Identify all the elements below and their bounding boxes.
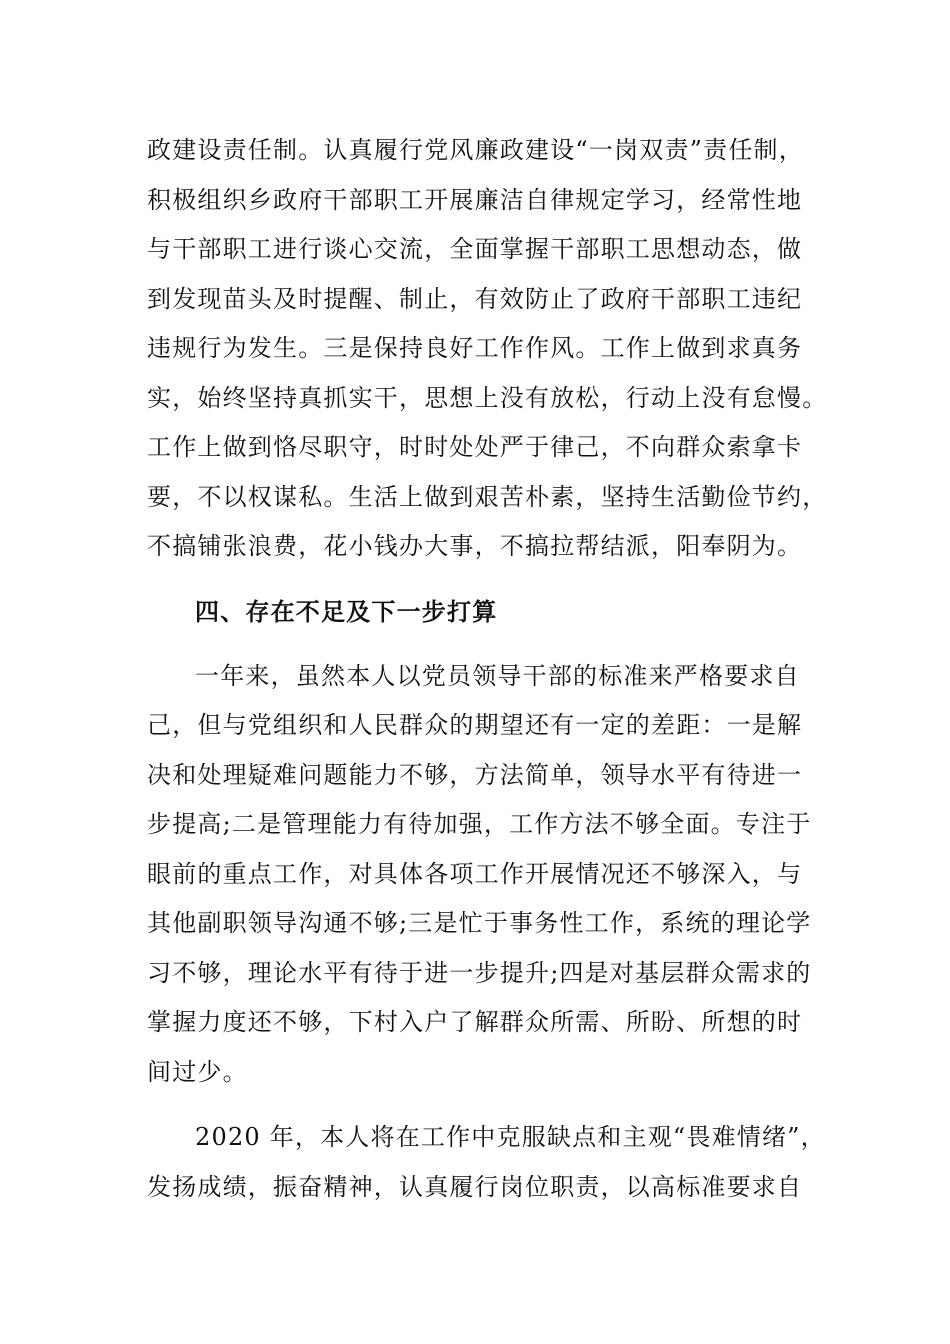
- text-line: 掌握力度还不够，下村入户了解群众所需、所盼、所想的时: [147, 1008, 803, 1036]
- text-line: 2020 年，本人将在工作中克服缺点和主观“畏难情绪”，: [195, 1123, 826, 1151]
- text-line: 一年来，虽然本人以党员领导干部的标准来严格要求自: [195, 662, 800, 690]
- text-line: 眼前的重点工作，对具体各项工作开展情况还不够深入，与: [147, 860, 803, 888]
- text-line: 到发现苗头及时提醒、制止，有效防止了政府干部职工违纪: [147, 285, 803, 313]
- text-line: 政建设责任制。认真履行党风廉政建设“一岗双责”责任制，: [147, 136, 804, 164]
- text-line: 要，不以权谋私。生活上做到艰苦朴素，坚持生活勤俭节约，: [147, 483, 828, 511]
- text-line: 决和处理疑难问题能力不够，方法简单，领导水平有待进一: [147, 761, 803, 789]
- text-line: 间过少。: [147, 1058, 248, 1086]
- section-heading: 四、存在不足及下一步打算: [195, 598, 498, 626]
- text-line: 发扬成绩，振奋精神，认真履行岗位职责，以高标准要求自: [147, 1173, 803, 1201]
- text-line: 习不够，理论水平有待于进一步提升;四是对基层群众需求的: [147, 959, 812, 987]
- text-line: 与干部职工进行谈心交流，全面掌握干部职工思想动态，做: [147, 235, 803, 263]
- text-line: 工作上做到恪尽职守，时时处处严于律己，不向群众索拿卡: [147, 433, 803, 461]
- text-line: 违规行为发生。三是保持良好工作作风。工作上做到求真务: [147, 334, 803, 362]
- text-line: 其他副职领导沟通不够;三是忙于事务性工作，系统的理论学: [147, 909, 812, 937]
- text-line: 己，但与党组织和人民群众的期望还有一定的差距：一是解: [147, 711, 803, 739]
- text-line: 不搞铺张浪费，花小钱办大事，不搞拉帮结派，阳奉阴为。: [147, 532, 803, 560]
- text-line: 积极组织乡政府干部职工开展廉洁自律规定学习，经常性地: [147, 186, 803, 214]
- text-line: 步提高;二是管理能力有待加强，工作方法不够全面。专注于: [147, 810, 812, 838]
- text-line: 实，始终坚持真抓实干，思想上没有放松，行动上没有怠慢。: [147, 384, 828, 412]
